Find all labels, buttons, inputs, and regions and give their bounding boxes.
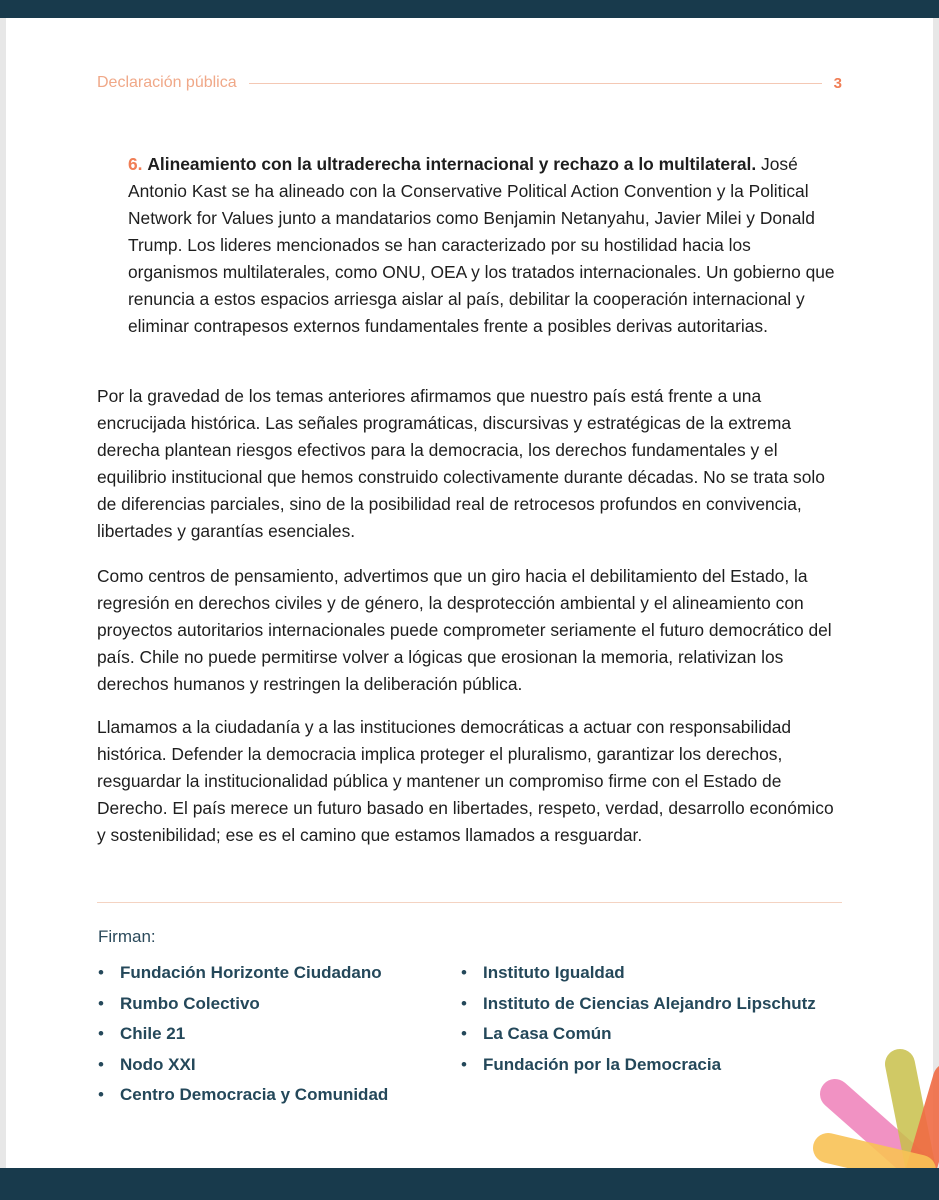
- signer-name: Fundación Horizonte Ciudadano: [120, 963, 382, 982]
- signer-item: [98, 1083, 388, 1114]
- bullet-icon: •: [461, 993, 467, 1013]
- signer-item: [461, 1022, 816, 1053]
- signer-item: [98, 1053, 388, 1084]
- item-heading: Alineamiento con la ultraderecha internacional y rechazo a lo multilateral.: [147, 154, 757, 174]
- section-divider: [97, 902, 842, 903]
- signer-item: [461, 961, 816, 992]
- signers-left-column: [98, 961, 388, 1114]
- item-number: 6.: [128, 154, 143, 174]
- page-header: [97, 72, 842, 94]
- signer-name: Instituto de Ciencias Alejandro Lipschutz: [483, 993, 816, 1013]
- signer-item: [461, 1053, 816, 1084]
- signer-item: [98, 961, 388, 992]
- signer-item: [461, 992, 816, 1023]
- header-rule: [249, 83, 822, 84]
- signer-name: La Casa Común: [483, 1024, 612, 1043]
- signer-name: Rumbo Colectivo: [120, 993, 260, 1013]
- paragraph-call-to-action: Llamamos a la ciudadanía y a las instituciones democráticas a actuar con responsabilidad histórica. Defender la democracia implica proteger el pluralismo, garantizar los derechos, resguardar la institucionalidad pública y mantener un compromiso firme con el Estado de Derecho. El país merece un futuro basado en libertades, respeto, verdad, desarrollo económico y sostenibilidad; ese es el camino que estamos llamados a resguardar.: [97, 717, 834, 845]
- signer-name: Chile 21: [120, 1024, 186, 1043]
- signer-name: Fundación por la Democracia: [483, 1054, 722, 1074]
- paragraph-think-tanks: Como centros de pensamiento, advertimos que un giro hacia el debilitamiento del Estado, la regresión en derechos civiles y de género, la desprotección ambiental y el alineamiento con proyectos autoritarios internacionales puede comprometer seriamente el futuro democrático del país. Chile no puede permitirse volver a lógicas que erosionan la memoria, relativizan los derechos humanos y restringen la deliberación pública.: [97, 566, 832, 694]
- bullet-icon: •: [98, 1024, 104, 1043]
- signer-name: Instituto Igualdad: [483, 963, 625, 982]
- numbered-item-6: [128, 151, 840, 340]
- bullet-icon: •: [98, 1085, 104, 1104]
- bottom-bar: [0, 1168, 939, 1200]
- header-title: Declaración pública: [97, 74, 237, 91]
- bullet-icon: •: [461, 1054, 467, 1074]
- signers-label: Firman:: [98, 927, 156, 946]
- bullet-icon: •: [98, 1054, 104, 1074]
- bullet-icon: •: [98, 963, 104, 982]
- item-body: José Antonio Kast se ha alineado con la Conservative Political Action Convention y la Political Network for Values junto a mandatarios como Benjamin Netanyahu, Javier Milei y Donald Trump. Los lideres mencionados se han caracterizado por su hostilidad hacia los organismos multilaterales, como ONU, OEA y los tratados internacionales. Un gobierno que renuncia a estos espacios arriesga aislar al país, debilitar la cooperación internacional y eliminar contrapesos externos fundamentales frente a posibles derivas autoritarias.: [128, 154, 835, 336]
- bullet-icon: •: [461, 1024, 467, 1043]
- signer-name: Centro Democracia y Comunidad: [120, 1085, 389, 1104]
- top-bar: [0, 0, 939, 18]
- signer-name: Nodo XXI: [120, 1054, 196, 1074]
- logo-burst-icon: [810, 1048, 939, 1168]
- signers-right-column: [461, 961, 816, 1083]
- bullet-icon: •: [461, 963, 467, 982]
- page-number: 3: [833, 74, 842, 92]
- bullet-icon: •: [98, 993, 104, 1013]
- paragraph-crossroads: Por la gravedad de los temas anteriores afirmamos que nuestro país está frente a una encrucijada histórica. Las señales programáticas, discursivas y estratégicas de la extrema derecha plantean riesgos efectivos para la democracia, los derechos fundamentales y el equilibrio institucional que hemos construido colectivamente durante décadas. No se trata solo de diferencias parciales, sino de la posibilidad real de retrocesos profundos en convivencia, libertades y garantías esenciales.: [97, 386, 825, 541]
- signer-item: [98, 1022, 388, 1053]
- signer-item: [98, 992, 388, 1023]
